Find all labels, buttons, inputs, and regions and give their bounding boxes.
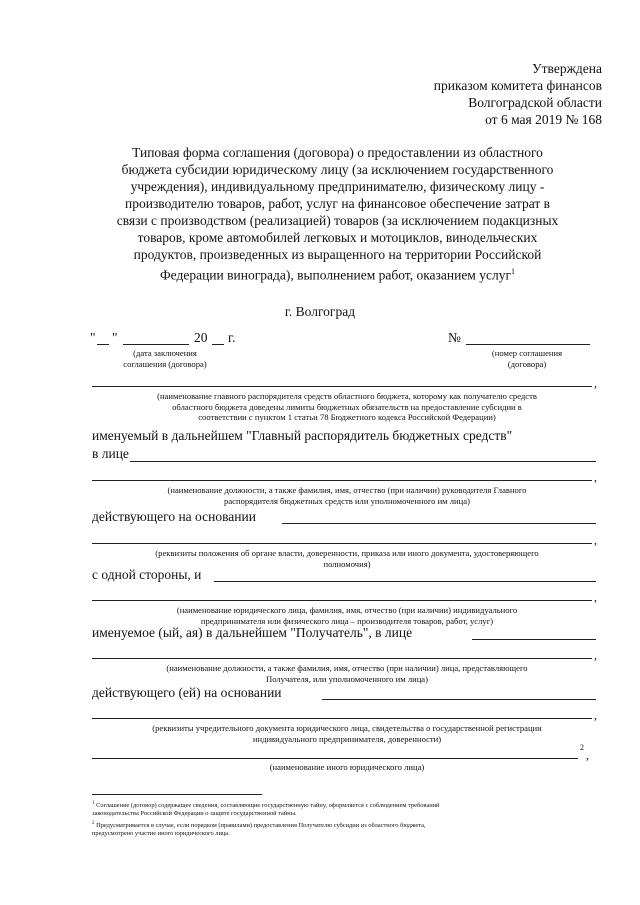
authority-docs-field[interactable] (92, 543, 592, 544)
footnote-2 (92, 820, 562, 838)
agreement-number-field[interactable] (466, 344, 590, 345)
title-text: Федерации винограда), выполнением работ, оказанием услуг (159, 267, 511, 283)
approval-block (434, 60, 602, 128)
comma: , (586, 748, 589, 762)
caption-line: распорядителя бюджетных средств или уполномоченного им лица) (224, 495, 470, 506)
comma: , (594, 533, 597, 547)
recipient-rep-caption (92, 663, 602, 684)
recipient-rep-field[interactable] (92, 658, 592, 659)
footnote-text: Соглашение (договор) содержащее сведения, составляющие государственную тайну, оформляется с соблюдением требований (96, 802, 440, 810)
main-distributor-field[interactable] (92, 386, 592, 387)
founding-docs-field[interactable] (92, 718, 592, 719)
named-recipient-text: именуемое (ый, ая) в дальнейшем "Получатель", в лице (92, 625, 413, 640)
form-title (95, 144, 580, 284)
footnote-line: предусмотрено участие иного юридического лица. (92, 830, 230, 838)
recipient-name-field[interactable] (214, 581, 596, 582)
approval-line: Утверждена (532, 61, 602, 76)
comma: , (594, 648, 597, 662)
date-year-field[interactable] (212, 344, 224, 345)
caption-line: предпринимателя или физического лица – производителя товаров, работ, услуг) (200, 615, 494, 626)
acting-basis2-label: действующего (ей) на основании (92, 685, 282, 700)
acting-basis-label: действующего на основании (92, 509, 256, 524)
named-main-distributor-text: именуемый в дальнейшем "Главный распорядитель бюджетных средств" (92, 428, 513, 443)
date-year-suffix: г. (228, 330, 236, 345)
main-distributor-caption (92, 391, 602, 423)
footnote-mark: 2 (92, 821, 95, 826)
number-caption (462, 348, 592, 369)
caption-line: (дата заключения (133, 348, 197, 358)
in-person-field[interactable] (130, 461, 596, 462)
title-line: учреждения), индивидуальному предпринимателю, физическому лицу - (130, 179, 545, 194)
title-line (95, 263, 580, 284)
caption-line: (наименование должности, а также фамилия, имя, отчество (при наличии) руководителя Главного (167, 485, 527, 495)
date-day-field[interactable] (97, 344, 109, 345)
footnote-ref: 1 (511, 267, 515, 276)
footnote-divider (92, 794, 262, 795)
approval-line: Волгоградской области (468, 95, 602, 110)
title-line: связи с производством (реализацией) товаров (за исключением подакцизных (116, 213, 559, 228)
caption-line: полномочия) (323, 558, 371, 569)
caption-line: (наименование главного распорядителя средств областного бюджета, которому как получателю средств (157, 391, 537, 401)
caption-line: соглашения (договора) (123, 358, 207, 369)
one-side-label: с одной стороны, и (92, 567, 202, 582)
caption-line: (реквизиты положения об органе власти, доверенности, приказа или иного документа, удостоверяющего (155, 548, 539, 558)
other-entity-caption: (наименование иного юридического лица) (269, 762, 425, 772)
date-quote-open: " (90, 330, 96, 345)
footnote-ref: 2 (580, 743, 584, 752)
title-line: товаров, кроме автомобилей легковых и мотоциклов, винодельческих (137, 230, 538, 245)
footnote-line (92, 820, 562, 830)
footnote-text: Предусматривается в случае, если порядком (правилами) предоставления Получателю субсидии из областного бюджета, (96, 822, 426, 830)
city: г. Волгоград (284, 304, 356, 319)
caption-line: (номер соглашения (491, 348, 563, 358)
caption-line: индивидуального предпринимателя, доверенности) (252, 733, 442, 744)
title-line: бюджета субсидии юридическому лицу (за исключением государственного (121, 162, 554, 177)
authority-docs-caption (92, 548, 602, 569)
title-line: производителю товаров, работ, услуг на финансовое обеспечение затрат в (125, 196, 550, 211)
caption-line: (реквизиты учредительного документа юридического лица, свидетельства о государственной регистрации (152, 723, 542, 733)
other-entity-field[interactable] (92, 758, 578, 759)
footnote-line (92, 800, 562, 810)
date-caption (90, 348, 240, 369)
number-sign: № (448, 330, 461, 345)
recipient-caption (92, 605, 602, 626)
date-quote-close: " (112, 330, 118, 345)
head-position-caption (92, 485, 602, 506)
recipient-person-field[interactable] (472, 639, 596, 640)
title-line: Типовая форма соглашения (договора) о предоставлении из областного (132, 145, 543, 160)
acting-basis2-field[interactable] (322, 699, 596, 700)
footnote-line: законодательства Российской Федерации о защите государственной тайны. (92, 810, 297, 818)
caption-line: Получателя, или уполномоченного им лица) (266, 673, 428, 684)
comma: , (594, 590, 597, 604)
founding-docs-caption (92, 723, 602, 744)
head-position-field[interactable] (92, 480, 592, 481)
acting-basis-field[interactable] (282, 523, 596, 524)
comma: , (594, 708, 597, 722)
title-line: продуктов, произведенных из выращенного на территории Российской (133, 247, 542, 262)
in-person-label: в лице (92, 446, 129, 461)
caption-line: соответствии с пунктом 1 статьи 78 Бюджетного кодекса Российской Федерации) (198, 412, 496, 422)
footnote-mark: 1 (92, 801, 95, 806)
caption-line: (договора) (507, 358, 547, 369)
footnote-1 (92, 800, 562, 818)
approval-line: приказом комитета финансов (433, 78, 602, 93)
caption-line: областного бюджета доведены лимиты бюджетных обязательств на предоставление субсидии в (172, 401, 522, 412)
comma: , (594, 376, 597, 390)
date-month-field[interactable] (123, 344, 189, 345)
caption-line: (наименование юридического лица, фамилия, имя, отчество (при наличии) индивидуального (176, 605, 518, 615)
recipient-details-field[interactable] (92, 600, 592, 601)
caption-line: (наименование должности, а также фамилия, имя, отчество (при наличии) лица, представляющего (166, 663, 528, 673)
date-year-prefix: 20 (194, 330, 208, 345)
comma: , (594, 470, 597, 484)
approval-line: от 6 мая 2019 № 168 (485, 112, 602, 127)
